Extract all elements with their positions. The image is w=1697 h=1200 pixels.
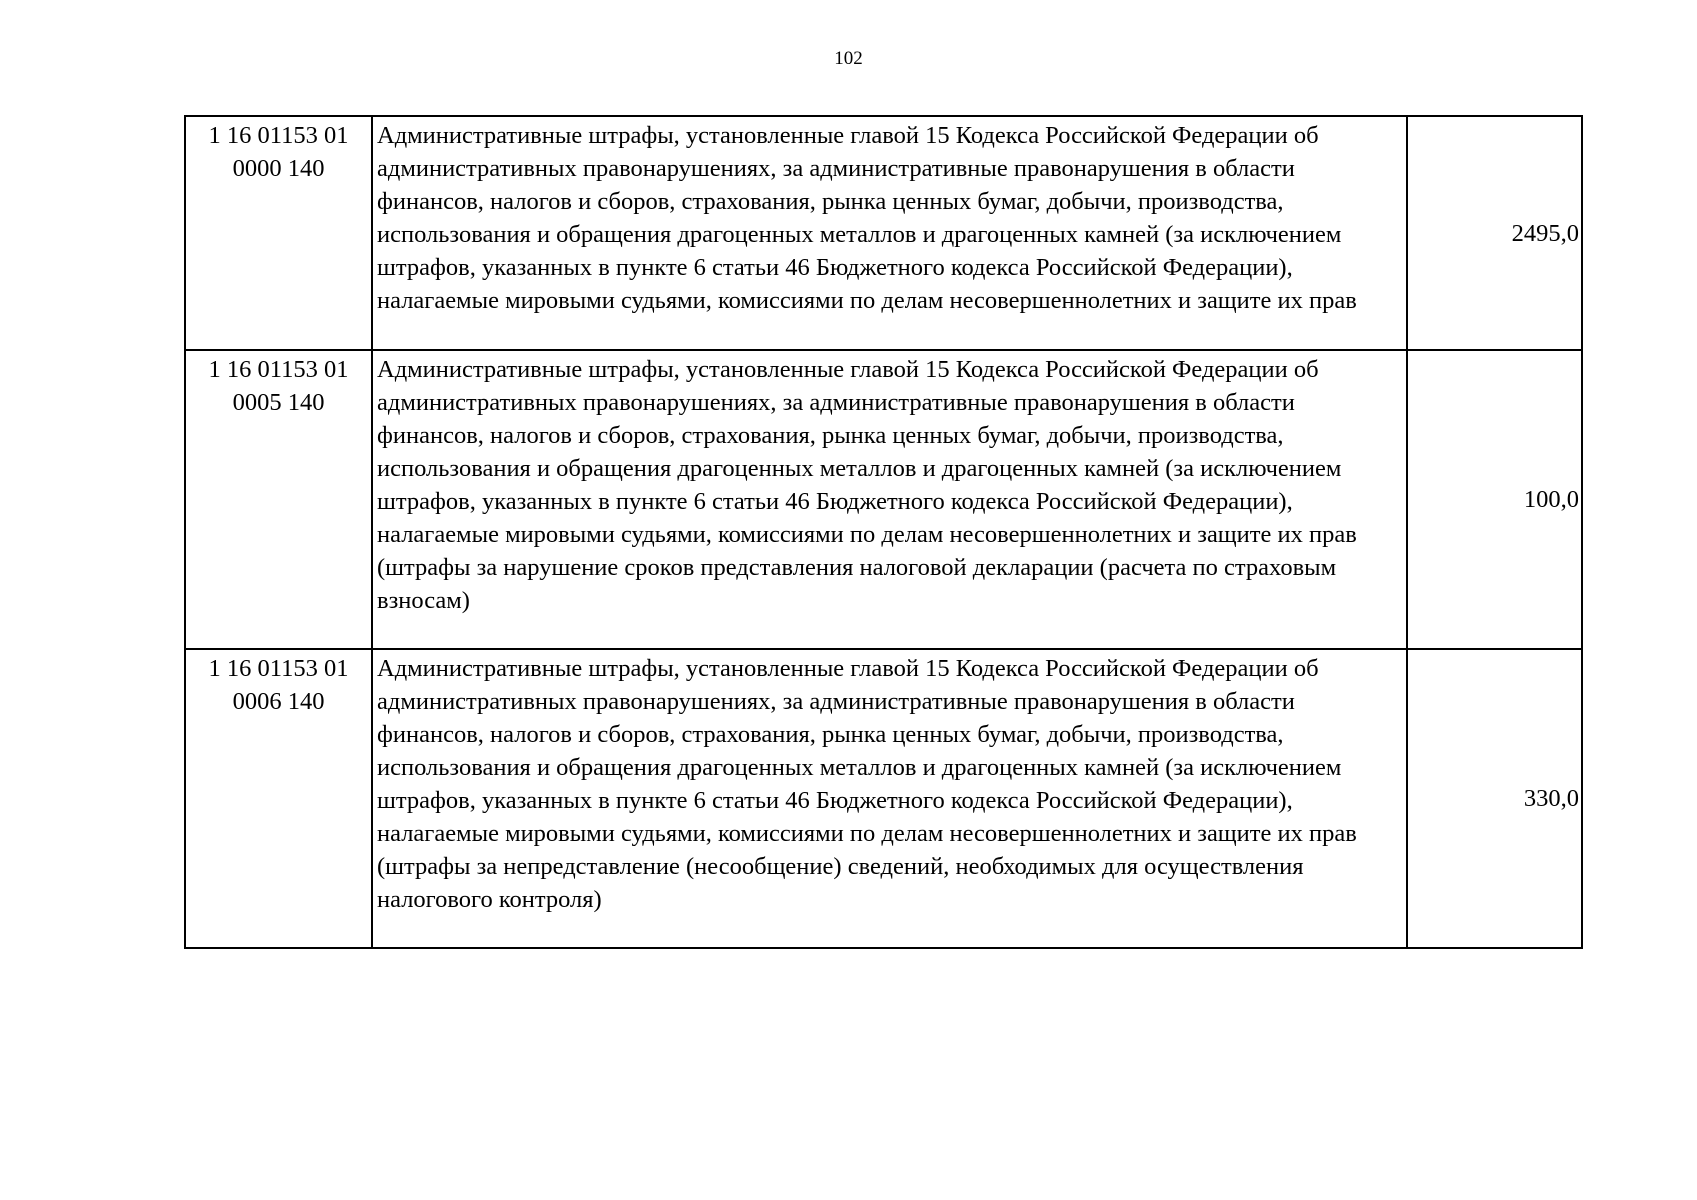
budget-classification-code bbox=[185, 116, 372, 350]
table-row bbox=[185, 116, 1582, 350]
code-line: 0006 140 bbox=[232, 688, 325, 715]
code-line: 1 16 01153 01 bbox=[208, 122, 349, 149]
budget-classification-code bbox=[185, 350, 372, 649]
budget-classification-code bbox=[185, 649, 372, 948]
code-line: 1 16 01153 01 bbox=[208, 655, 349, 682]
budget-revenue-table bbox=[184, 115, 1583, 949]
revenue-description: Административные штрафы, установленные главой 15 Кодекса Российской Федерации об административных правонарушениях, за административные правонарушения в области финансов, налогов и сборов, страхования, рынка ценных бумаг, добычи, производства, использования и обращения драгоценных металлов и драгоценных камней (за исключением штрафов, указанных в пункте 6 статьи 46 Бюджетного кодекса Российской Федерации), налагаемые мировыми судьями, комиссиями по делам несовершеннолетних и защите их прав bbox=[372, 116, 1407, 350]
code-line: 0005 140 bbox=[232, 389, 325, 416]
revenue-amount: 330,0 bbox=[1407, 649, 1582, 948]
code-line: 1 16 01153 01 bbox=[208, 356, 349, 383]
revenue-description: Административные штрафы, установленные главой 15 Кодекса Российской Федерации об административных правонарушениях, за административные правонарушения в области финансов, налогов и сборов, страхования, рынка ценных бумаг, добычи, производства, использования и обращения драгоценных металлов и драгоценных камней (за исключением штрафов, указанных в пункте 6 статьи 46 Бюджетного кодекса Российской Федерации), налагаемые мировыми судьями, комиссиями по делам несовершеннолетних и защите их прав (штрафы за непредставление (несообщение) сведений, необходимых для осуществления налогового контроля) bbox=[372, 649, 1407, 948]
page-number: 102 bbox=[834, 48, 863, 69]
revenue-description: Административные штрафы, установленные главой 15 Кодекса Российской Федерации об административных правонарушениях, за административные правонарушения в области финансов, налогов и сборов, страхования, рынка ценных бумаг, добычи, производства, использования и обращения драгоценных металлов и драгоценных камней (за исключением штрафов, указанных в пункте 6 статьи 46 Бюджетного кодекса Российской Федерации), налагаемые мировыми судьями, комиссиями по делам несовершеннолетних и защите их прав (штрафы за нарушение сроков представления налоговой декларации (расчета по страховым взносам) bbox=[372, 350, 1407, 649]
code-line: 0000 140 bbox=[232, 155, 325, 182]
revenue-amount: 2495,0 bbox=[1407, 116, 1582, 350]
revenue-amount: 100,0 bbox=[1407, 350, 1582, 649]
table-row bbox=[185, 649, 1582, 948]
table-row bbox=[185, 350, 1582, 649]
